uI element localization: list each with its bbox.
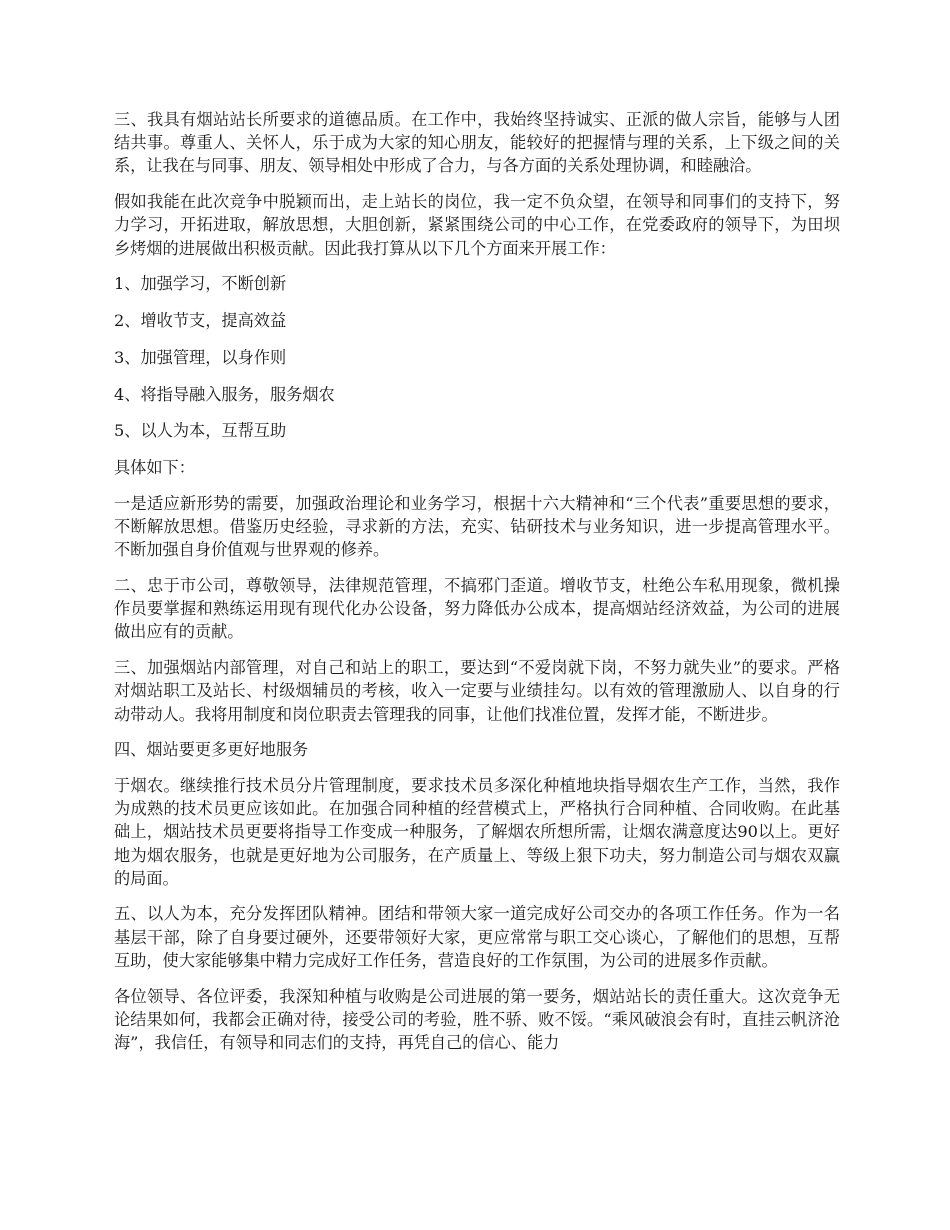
paragraph-moral-quality: 三、我具有烟站站长所要求的道德品质。在工作中，我始终坚持诚实、正派的做人宗旨，能够与人团结共事。尊重人、关怀人，乐于成为大家的知心朋友，能较好的把握情与理的关系，上下级之间的关系，让我在与同事、朋友、领导相处中形成了合力，与各方面的关系处理协调，和睦融洽。 [114,110,840,176]
paragraph-point-one: 一是适应新形势的需要，加强政治理论和业务学习，根据十六大精神和“三个代表”重要思想的要求，不断解放思想。借鉴历史经验，寻求新的方法，充实、钻研技术与业务知识，进一步提高管理水平。不断加强自身价值观与世界观的修养。 [114,493,840,560]
paragraph-point-three: 三、加强烟站内部管理，对自己和站上的职工，要达到“不爱岗就下岗，不努力就失业”的要求。严格对烟站职工及站长、村级烟辅员的考核，收入一定要与业绩挂勾。以有效的管理激励人、以自身的行动带动人。我将用制度和岗位职责去管理我的同事，让他们找准位置，发挥才能，不断进步。 [114,658,840,724]
list-item-1: 1、加强学习，不断创新 [114,274,287,294]
paragraph-details-intro: 具体如下： [114,458,195,478]
paragraph-point-four-body: 于烟农。继续推行技术员分片管理制度，要求技术员多深化种植地块指导烟农生产工作，当然，我作为成熟的技术员更应该如此。在加强合同种植的经营模式上，严格执行合同种植、合同收购。在此基础上，烟站技术员更要将指导工作变成一种服务，了解烟农所想所需，让烟农满意度达90以上。更好地为烟农服务，也就是更好地为公司服务，在产质量上、等级上狠下功夫，努力制造公司与烟农双赢的局面。 [114,775,840,888]
paragraph-intention: 假如我能在此次竞争中脱颖而出，走上站长的岗位，我一定不负众望，在领导和同事们的支持下，努力学习，开拓进取，解放思想，大胆创新，紧紧围绕公司的中心工作，在党委政府的领导下，为田坝乡烤烟的进展做出积极贡献。因此我打算从以下几个方面来开展工作： [114,192,840,258]
list-item-5: 5、以人为本，互帮互助 [114,421,287,441]
paragraph-point-four-heading: 四、烟站要更多更好地服务 [114,740,309,760]
paragraph-point-five: 五、以人为本，充分发挥团队精神。团结和带领大家一道完成好公司交办的各项工作任务。作为一名基层干部，除了自身要过硬外，还要带领好大家，更应常常与职工交心谈心，了解他们的思想，互帮互助，使大家能够集中精力完成好工作任务，营造良好的工作氛围，为公司的进展多作贡献。 [114,904,840,970]
list-item-3: 3、加强管理，以身作则 [114,347,287,367]
document-page [114,108,840,1067]
paragraph-point-two: 二、忠于市公司，尊敬领导，法律规范管理，不搞邪门歪道。增收节支，杜绝公车私用现象，微机操作员要掌握和熟练运用现有现代化办公设备，努力降低办公成本，提高烟站经济效益，为公司的进展做出应有的贡献。 [114,576,840,642]
paragraph-closing: 各位领导、各位评委，我深知种植与收购是公司进展的第一要务，烟站站长的责任重大。这次竞争无论结果如何，我都会正确对待，接受公司的考验，胜不骄、败不馁。“乘风破浪会有时，直挂云帆济沧海”，我信任，有领导和同志们的支持，再凭自己的信心、能力 [114,986,840,1052]
list-item-4: 4、将指导融入服务，服务烟农 [114,384,335,404]
list-item-2: 2、增收节支，提高效益 [114,311,287,331]
